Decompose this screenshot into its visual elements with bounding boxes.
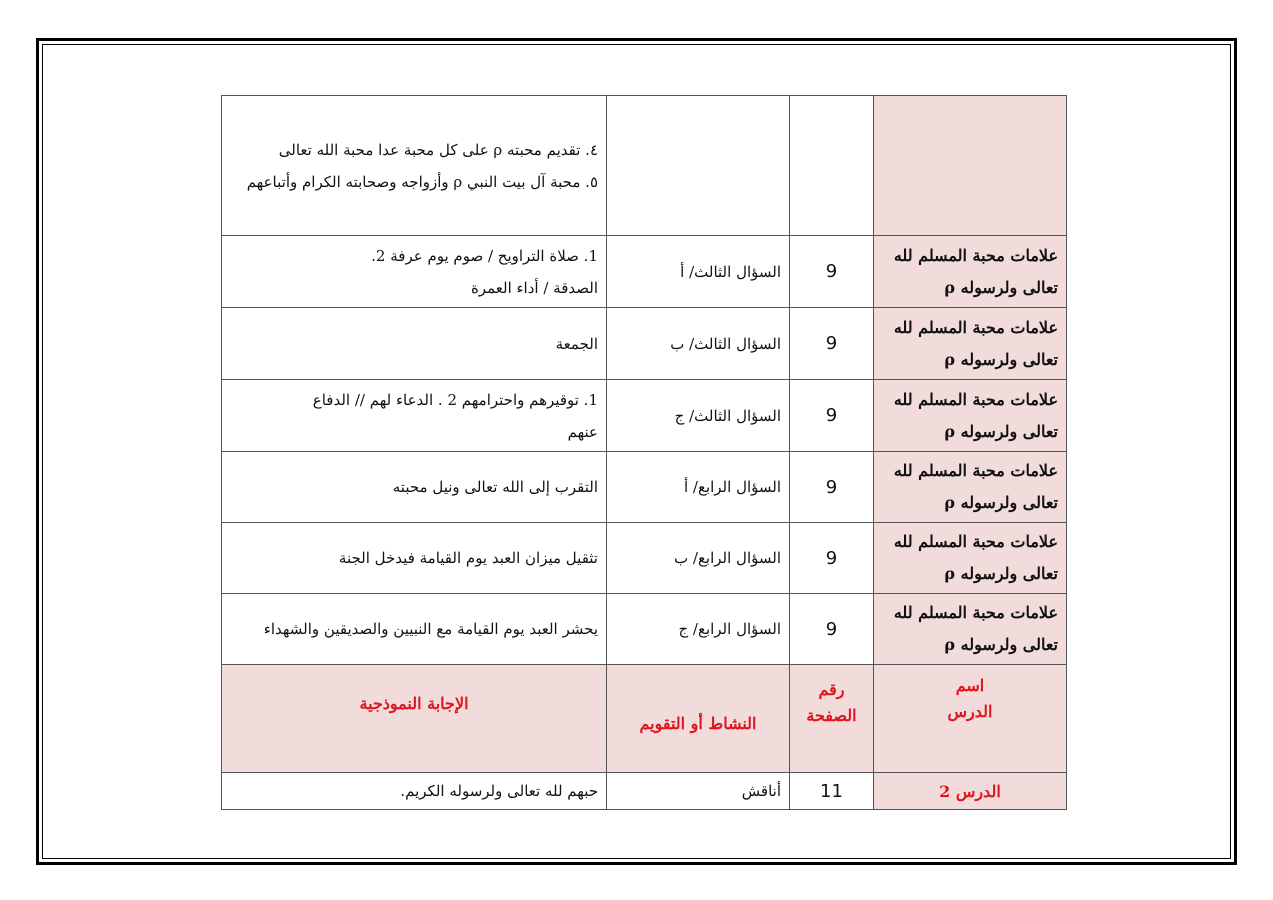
header-lesson-name (874, 665, 1067, 773)
header-lesson-line: اسم (955, 676, 985, 695)
activity-cell: أناقش (607, 773, 790, 810)
answer-line: الجمعة (555, 334, 598, 353)
activity-cell (607, 96, 790, 236)
page-number-cell: 9 (790, 308, 874, 380)
answer-line: عنهم (567, 422, 598, 441)
table-row (222, 452, 1067, 523)
answer-cell (222, 308, 607, 380)
answer-cell (222, 96, 607, 236)
answer-cell (222, 452, 607, 523)
activity-cell: السؤال الثالث/ ج (607, 380, 790, 452)
answer-line: يحشر العبد يوم القيامة مع النبيين والصديقين والشهداء (263, 620, 598, 638)
lesson-name-cell: علامات محبة المسلم لله تعالى ولرسوله ρ (874, 452, 1067, 523)
header-lesson-line: الدرس (947, 702, 993, 721)
page-cell (790, 96, 874, 236)
answer-key-table (221, 95, 1067, 810)
table-row (222, 594, 1067, 665)
activity-cell: السؤال الثالث/ أ (607, 236, 790, 308)
page-number-cell: 9 (790, 523, 874, 594)
lesson-name-cell: علامات محبة المسلم لله تعالى ولرسوله ρ (874, 308, 1067, 380)
header-page-line: الصفحة (806, 706, 857, 725)
answer-cell (222, 380, 607, 452)
answer-cell: حبهم لله تعالى ولرسوله الكريم. (222, 773, 607, 810)
activity-cell: السؤال الثالث/ ب (607, 308, 790, 380)
lesson-name-cell: علامات محبة المسلم لله تعالى ولرسوله ρ (874, 594, 1067, 665)
page-number-cell: 9 (790, 236, 874, 308)
lesson-name-cell: علامات محبة المسلم لله تعالى ولرسوله ρ (874, 236, 1067, 308)
table-row (222, 308, 1067, 380)
lesson-name-cell: الدرس 2 (874, 773, 1067, 810)
lesson-name-cell: علامات محبة المسلم لله تعالى ولرسوله ρ (874, 523, 1067, 594)
activity-cell: السؤال الرابع/ ب (607, 523, 790, 594)
activity-cell: السؤال الرابع/ أ (607, 452, 790, 523)
page-number-cell: 9 (790, 452, 874, 523)
header-model-answer: الإجابة النموذجية (222, 665, 607, 773)
answer-cell (222, 523, 607, 594)
lesson-cell (874, 96, 1067, 236)
header-activity: النشاط أو التقويم (607, 665, 790, 773)
lesson-name-cell: علامات محبة المسلم لله تعالى ولرسوله ρ (874, 380, 1067, 452)
page-number-cell: 9 (790, 594, 874, 665)
answer-cell (222, 236, 607, 308)
page-number-cell: 9 (790, 380, 874, 452)
table-row (222, 236, 1067, 308)
answer-item: ٥. محبة آل بيت النبي ρ وأزواجه وصحابته الكرام وأتباعهم (246, 172, 598, 191)
answer-line: الصدقة / أداء العمرة (470, 278, 598, 297)
answer-item: ٤. تقديم محبته ρ على كل محبة عدا محبة الله تعالى (278, 140, 598, 159)
activity-cell: السؤال الرابع/ ج (607, 594, 790, 665)
table-row (222, 380, 1067, 452)
table-header-row (222, 665, 1067, 773)
table-row-lesson-2 (222, 773, 1067, 810)
answer-cell (222, 594, 607, 665)
answer-line: 1. توقيرهم واحترامهم 2 . الدعاء لهم // الدفاع (312, 390, 598, 409)
answer-line: التقرب إلى الله تعالى ونيل محبته (392, 478, 598, 496)
answer-line: تثقيل ميزان العبد يوم القيامة فيدخل الجنة (338, 549, 598, 567)
page-number-cell: 11 (790, 773, 874, 810)
header-page-line: رقم (818, 680, 845, 699)
table-row-continuation (222, 96, 1067, 236)
header-page-number (790, 665, 874, 773)
table-row (222, 523, 1067, 594)
answer-line: 1. صلاة التراويح / صوم يوم عرفة 2. (371, 246, 598, 265)
